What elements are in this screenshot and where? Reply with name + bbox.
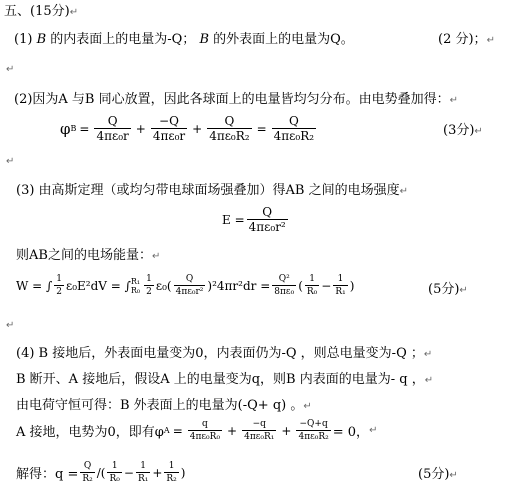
part4-line1: (4) B 接地后，外表面电量变为0，内表面仍为-Q ，则总电量变为-Q ；↵ (16, 346, 433, 361)
integral-limits: R₁ R₀ (130, 276, 141, 295)
part4-line2: B 断开、A 接地后，假设A 上的电量变为q，则B 内表面的电量为- q ，↵ (16, 372, 434, 387)
part2-intro: (2)因为A 与B 同心放置，因此各球面上的电量皆均匀分布。由电势叠加得：↵ (14, 92, 459, 107)
fraction: $\frac{-Q}{\text{4πε₀r}}$ (152, 114, 186, 143)
part2-score: (3分)↵ (443, 123, 483, 138)
fraction: $\frac{Q}{\text{4πε₀r²}}$ (248, 205, 286, 234)
potential-a-equation: A 接地，电势为0，即有φ A = $\frac{q}{\text{4πε₀R₀}}$ + $\frac{-q}{\text{4πε₀R₁}}$ + $\frac{-Q+q}{\text{4πε₀R₂}}$ = 0， ↵ (16, 419, 378, 442)
part3-score: (5分)↵ (428, 282, 468, 297)
energy-equation: W = ∫ $\frac{1}{2}$ ε₀E²dV = ∫ R₁ R₀ $\frac{1}{2}$ ε₀( $\frac{Q}{\text{4πε₀r²}}$ )²4πr²dr = $\frac{\text{Q²}}{\text{8πε₀}}$ ( $\frac{1}{\text{R₀}}$ − $\frac{1}{\text{R₁}}$ ) (16, 274, 355, 297)
part4-score: (5分)↵ (418, 467, 458, 482)
field-strength-equation: E = $\frac{Q}{\text{4πε₀r²}}$ (222, 205, 286, 234)
paragraph-mark: ↵ (6, 156, 15, 167)
fraction: $\frac{Q}{\text{4πε₀r}}$ (96, 114, 129, 143)
energy-label: 则AB之间的电场能量：↵ (16, 248, 161, 263)
paragraph-mark: ↵ (6, 320, 15, 331)
solution-equation: 解得：q = $\frac{Q}{\text{R₂}}$ /( $\frac{1}{\text{R₀}}$ − $\frac{1}{\text{R₁}}$ + $\frac{1}{\text{R₂}}$ ) (16, 461, 186, 484)
part4-line3: 由电荷守恒可得：B 外表面上的电量为(-Q+ q) 。↵ (16, 398, 312, 413)
part1-line: (1) B 的内表面上的电量为-Q； B 的外表面上的电量为Q。 (14, 32, 354, 47)
paragraph-mark: ↵ (6, 64, 15, 75)
part3-intro: (3) 由高斯定理（或均匀带电球面场强叠加）得AB 之间的电场强度↵ (16, 183, 409, 198)
fraction: $\frac{Q}{\text{4πε₀R₂}}$ (209, 114, 250, 143)
paragraph-mark: ↵ (69, 7, 79, 18)
fraction: $\frac{Q}{\text{4πε₀R₂}}$ (273, 114, 315, 143)
problem-heading: 五、(15分)↵ (4, 4, 79, 19)
potential-b-equation: φ B = $\frac{Q}{\text{4πε₀r}}$ + $\frac{-Q}{\text{4πε₀r}}$ + $\frac{Q}{\text{4πε₀R₂}}$ = $\frac{Q}{\text{4πε₀R₂}}$ (60, 114, 315, 143)
part1-score: (2 分)；↵ (438, 32, 495, 47)
